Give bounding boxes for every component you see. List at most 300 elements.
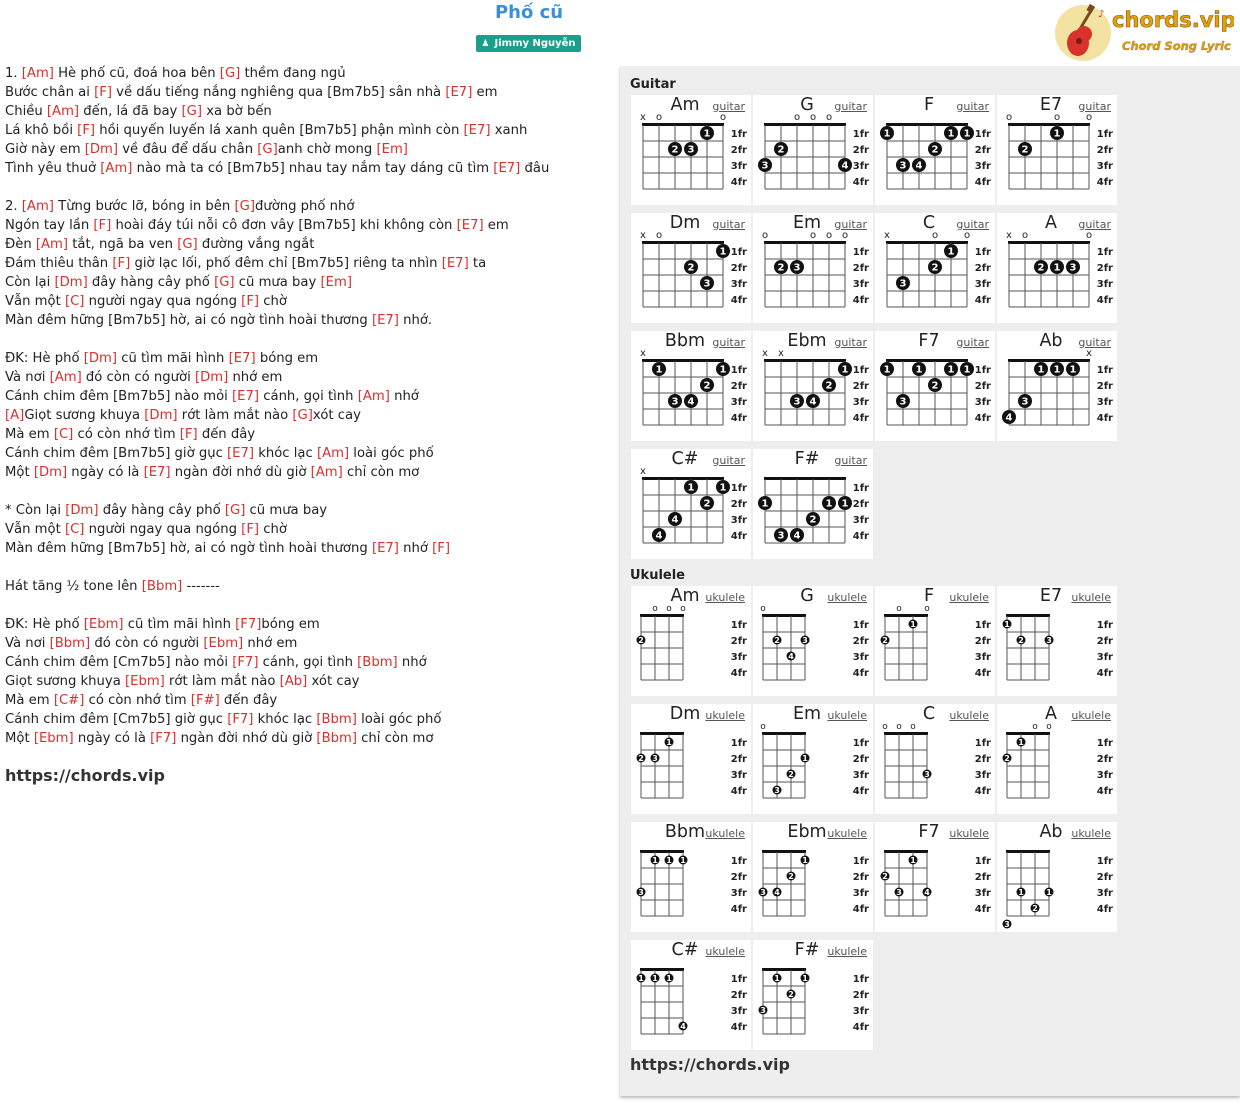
lyric-line xyxy=(5,387,605,406)
fret-label: 3fr xyxy=(1096,161,1113,172)
fret-label: 2fr xyxy=(1096,381,1113,392)
guitar-link[interactable]: guitar xyxy=(834,218,867,231)
chord-name: F# xyxy=(794,449,820,469)
open-string-marker: o xyxy=(760,604,766,614)
chord-link[interactable]: [F] xyxy=(241,522,260,537)
chord-link[interactable]: [Dm] xyxy=(144,408,178,423)
ukulele-chord-card[interactable] xyxy=(753,940,873,1050)
chord-link[interactable]: [Dm] xyxy=(65,503,99,518)
ukulele-link[interactable]: ukulele xyxy=(705,827,745,840)
fret-label: 3fr xyxy=(1096,279,1113,290)
guitar-chord-card[interactable] xyxy=(875,331,995,441)
logo-text: chords.vip xyxy=(1112,8,1234,32)
muted-string-marker: x xyxy=(778,348,784,359)
lyric-text: đây hàng cây phố xyxy=(87,275,215,290)
chord-link[interactable]: [F7] xyxy=(227,712,254,727)
guitar-link[interactable]: guitar xyxy=(712,454,745,467)
guitar-link[interactable]: guitar xyxy=(956,336,989,349)
site-logo[interactable] xyxy=(1054,3,1234,63)
finger-number: 1 xyxy=(1069,364,1077,376)
chord-link[interactable]: [E7] xyxy=(371,313,399,328)
chord-link[interactable]: [E7] xyxy=(456,218,484,233)
finger-number: 2 xyxy=(1021,144,1029,156)
fret-label: 3fr xyxy=(730,515,747,526)
open-string-marker: o xyxy=(825,112,833,123)
fret-label: 2fr xyxy=(730,872,747,883)
author-badge[interactable] xyxy=(476,35,581,52)
lyric-text: hoài đáy túi nỗi cô đơn vây [Bm7b5] khi không còn xyxy=(111,218,457,233)
finger-number: 1 xyxy=(719,482,727,494)
finger-number: 2 xyxy=(687,262,695,274)
nut xyxy=(640,732,684,735)
fret-label: 3fr xyxy=(852,515,869,526)
fret-label: 4fr xyxy=(1096,295,1113,306)
muted-string-marker: x xyxy=(1086,348,1092,359)
fret-label: 2fr xyxy=(852,145,869,156)
chord-link[interactable]: [F7] xyxy=(232,655,259,670)
guitar-chord-card[interactable] xyxy=(997,213,1117,323)
guitar-link[interactable]: guitar xyxy=(1078,100,1111,113)
chord-link[interactable]: [C#] xyxy=(53,693,85,708)
chord-link[interactable]: [G] xyxy=(181,104,203,119)
ukulele-link[interactable]: ukulele xyxy=(949,827,989,840)
lyric-text: đâu xyxy=(520,161,550,176)
fret-label: 2fr xyxy=(730,263,747,274)
lyric-text: Chiều xyxy=(5,104,47,119)
chord-link[interactable]: [Am] xyxy=(357,389,390,404)
chord-link[interactable]: [G] xyxy=(224,503,246,518)
open-string-marker: o xyxy=(1021,230,1029,241)
finger-number: 4 xyxy=(687,396,695,408)
guitar-chord-card[interactable] xyxy=(753,95,873,205)
guitar-chord-card[interactable] xyxy=(631,213,751,323)
chord-link[interactable]: [E7] xyxy=(371,541,399,556)
nut xyxy=(886,123,968,126)
chord-link[interactable]: [Am] xyxy=(316,446,350,461)
lyric-line xyxy=(5,102,605,121)
guitar-chord-card[interactable] xyxy=(875,95,995,205)
lyric-text: Đám thiêu thân xyxy=(5,256,113,271)
guitar-chord-card[interactable] xyxy=(997,95,1117,205)
chord-link[interactable]: [F] xyxy=(112,256,131,271)
open-string-marker: o xyxy=(1085,112,1093,123)
lyric-text: ngàn đời nhớ dù giờ xyxy=(170,465,311,480)
chord-link[interactable]: [Ebm] xyxy=(124,674,165,689)
chord-link[interactable]: [A] xyxy=(5,408,25,423)
fret-label: 1fr xyxy=(852,483,869,494)
site-url-link[interactable]: https://chords.vip xyxy=(5,766,165,785)
open-string-marker: o xyxy=(1046,722,1052,732)
finger-number: 4 xyxy=(671,514,679,526)
chord-link[interactable]: [Am] xyxy=(21,199,54,214)
fret-label: 1fr xyxy=(852,129,869,140)
finger-number: 4 xyxy=(1005,412,1013,424)
finger-number: 4 xyxy=(809,396,817,408)
ukulele-chord-card[interactable] xyxy=(997,822,1117,932)
muted-string-marker: x xyxy=(884,230,890,241)
chord-link[interactable]: [Am] xyxy=(310,465,343,480)
chord-link[interactable]: [Bbm] xyxy=(49,636,91,651)
chord-link[interactable]: [Am] xyxy=(21,66,54,81)
fret-label: 3fr xyxy=(1096,888,1113,899)
open-string-marker: o xyxy=(809,230,817,241)
lyric-text: đó còn có người xyxy=(90,636,204,651)
chord-link[interactable]: [F#] xyxy=(190,693,220,708)
lyric-text: người ngay qua ngóng xyxy=(84,294,242,309)
chord-link[interactable]: [Ebm] xyxy=(203,636,244,651)
chord-link[interactable]: [E7] xyxy=(143,465,171,480)
chord-link[interactable]: [F] xyxy=(241,294,260,309)
finger-number: 1 xyxy=(1053,128,1061,140)
nut xyxy=(642,477,724,480)
fret-label: 3fr xyxy=(1096,652,1113,663)
finger-number: 1 xyxy=(825,498,833,510)
chord-name: Am xyxy=(670,586,700,606)
ukulele-chord-card[interactable] xyxy=(631,704,751,814)
fret-label: 2fr xyxy=(852,636,869,647)
chord-name: F# xyxy=(794,940,820,960)
guitar-link[interactable]: guitar xyxy=(1078,218,1111,231)
finger-number: 1 xyxy=(963,364,971,376)
chord-name: A xyxy=(1045,704,1057,724)
lyric-text: Cánh chim đêm [Cm7b5] giờ gục xyxy=(5,712,228,727)
lyric-text: em xyxy=(472,85,498,100)
lyric-text: Hát tăng ½ tone lên xyxy=(5,579,142,594)
ukulele-link[interactable]: ukulele xyxy=(705,591,745,604)
guitar-link[interactable]: guitar xyxy=(712,100,745,113)
chord-link[interactable]: [Bbm] xyxy=(316,712,357,727)
lyric-text: khóc lạc xyxy=(254,446,317,461)
finger-number: 3 xyxy=(652,754,658,763)
ukulele-chord-card[interactable] xyxy=(631,940,751,1050)
guitar-chord-card[interactable] xyxy=(753,331,873,441)
panel-url-link[interactable]: https://chords.vip xyxy=(630,1055,790,1074)
nut xyxy=(1006,732,1050,735)
chord-link[interactable]: [E7] xyxy=(463,123,491,138)
guitar-chord-card[interactable] xyxy=(631,95,751,205)
lyric-text: Ngón tay lần xyxy=(5,218,94,233)
lyric-line xyxy=(5,140,605,159)
ukulele-link[interactable]: ukulele xyxy=(705,945,745,958)
ukulele-chord-card[interactable] xyxy=(875,704,995,814)
finger-number: 3 xyxy=(761,160,769,172)
chord-link[interactable]: [G] xyxy=(234,199,255,214)
finger-number: 2 xyxy=(703,380,711,392)
lyric-text: Và nơi xyxy=(5,370,50,385)
open-string-marker: o xyxy=(963,230,971,241)
finger-number: 1 xyxy=(1004,620,1010,629)
lyric-line xyxy=(5,197,605,216)
finger-number: 1 xyxy=(666,974,672,983)
chord-link[interactable]: [F] xyxy=(432,541,451,556)
finger-number: 3 xyxy=(703,278,711,290)
fret-label: 1fr xyxy=(730,129,747,140)
ukulele-chord-card[interactable] xyxy=(753,822,873,932)
ukulele-chord-card[interactable] xyxy=(753,586,873,696)
finger-number: 3 xyxy=(1069,262,1077,274)
finger-number: 4 xyxy=(924,888,930,897)
finger-number: 4 xyxy=(655,530,663,542)
chord-link[interactable]: [Em] xyxy=(320,275,352,290)
fret-label: 2fr xyxy=(974,872,991,883)
guitar-chord-card[interactable] xyxy=(753,213,873,323)
finger-number: 4 xyxy=(841,160,849,172)
guitar-chord-card[interactable] xyxy=(997,331,1117,441)
chord-link[interactable]: [Dm] xyxy=(84,142,119,157)
finger-number: 3 xyxy=(896,888,902,897)
lyric-text: nhớ xyxy=(389,389,419,404)
fret-label: 1fr xyxy=(974,856,991,867)
ukulele-section-heading: Ukulele xyxy=(630,568,686,583)
lyric-text: bóng em xyxy=(255,351,319,366)
ukulele-chord-card[interactable] xyxy=(997,586,1117,696)
finger-number: 3 xyxy=(793,262,801,274)
guitar-link[interactable]: guitar xyxy=(834,336,867,349)
chord-link[interactable]: [Dm] xyxy=(54,275,88,290)
finger-number: 2 xyxy=(638,636,644,645)
chord-link[interactable]: [Ab] xyxy=(279,674,308,689)
chord-link[interactable]: [Am] xyxy=(46,104,80,119)
lyric-text: đường vắng ngắt xyxy=(197,237,315,252)
chord-name: Ab xyxy=(1039,822,1063,842)
chord-link[interactable]: [F] xyxy=(93,218,112,233)
nut xyxy=(762,850,806,853)
fret-label: 4fr xyxy=(730,668,747,679)
fret-label: 1fr xyxy=(1096,738,1113,749)
lyric-line xyxy=(5,672,605,691)
ukulele-chord-card[interactable] xyxy=(631,586,751,696)
lyric-text: Giờ này em xyxy=(5,142,85,157)
chord-link[interactable]: [Dm] xyxy=(33,465,68,480)
guitar-chord-card[interactable] xyxy=(875,213,995,323)
lyric-text: chờ xyxy=(259,294,287,309)
fret-label: 1fr xyxy=(852,974,869,985)
fret-label: 1fr xyxy=(730,483,747,494)
guitar-link[interactable]: guitar xyxy=(1078,336,1111,349)
nut xyxy=(640,968,684,971)
chord-link[interactable]: [Bbm] xyxy=(357,655,398,670)
finger-number: 1 xyxy=(719,364,727,376)
ukulele-link[interactable]: ukulele xyxy=(827,945,867,958)
ukulele-link[interactable]: ukulele xyxy=(827,709,867,722)
chord-link[interactable]: [C] xyxy=(53,427,74,442)
open-string-marker: o xyxy=(1053,112,1061,123)
guitar-link[interactable]: guitar xyxy=(956,218,989,231)
ukulele-link[interactable]: ukulele xyxy=(827,591,867,604)
chord-link[interactable]: [G] xyxy=(177,237,198,252)
finger-number: 2 xyxy=(931,144,939,156)
fret-label: 4fr xyxy=(730,904,747,915)
fret-label: 4fr xyxy=(730,531,747,542)
lyric-text: Còn lại xyxy=(5,275,55,290)
nut xyxy=(1006,850,1050,853)
chord-link[interactable]: [C] xyxy=(64,522,85,537)
finger-number: 2 xyxy=(1032,904,1038,913)
ukulele-link[interactable]: ukulele xyxy=(949,591,989,604)
fret-label: 3fr xyxy=(852,1006,869,1017)
chord-link[interactable]: [F7] xyxy=(235,617,262,632)
chord-link[interactable]: [E7] xyxy=(493,161,521,176)
lyric-line xyxy=(5,710,605,729)
chord-link[interactable]: [C] xyxy=(64,294,85,309)
chord-link[interactable]: [F] xyxy=(94,85,112,100)
fret-label: 1fr xyxy=(1096,129,1113,140)
fret-label: 3fr xyxy=(1096,770,1113,781)
lyric-text: nhớ em xyxy=(243,636,298,651)
chord-link[interactable]: [G] xyxy=(257,142,278,157)
svg-text:♪: ♪ xyxy=(1098,9,1105,20)
nut xyxy=(886,359,968,362)
ukulele-chord-card[interactable] xyxy=(875,822,995,932)
guitar-link[interactable]: guitar xyxy=(956,100,989,113)
fret-label: 4fr xyxy=(852,413,869,424)
chord-link[interactable]: [G] xyxy=(219,66,241,81)
guitar-link[interactable]: guitar xyxy=(712,336,745,349)
finger-number: 1 xyxy=(883,364,891,376)
logo-subtitle: Chord Song Lyric xyxy=(1122,39,1231,53)
lyric-text: loài góc phố xyxy=(349,446,434,461)
chord-link[interactable]: [Bbm] xyxy=(316,731,357,746)
finger-number: 2 xyxy=(882,636,888,645)
lyric-text: xót cay xyxy=(307,674,360,689)
chord-link[interactable]: [Em] xyxy=(376,142,408,157)
chord-link[interactable]: [Ebm] xyxy=(33,731,74,746)
chord-link[interactable]: [E7] xyxy=(227,446,255,461)
guitar-link[interactable]: guitar xyxy=(712,218,745,231)
lyric-line xyxy=(5,482,605,501)
fret-label: 1fr xyxy=(974,738,991,749)
fret-label: 2fr xyxy=(974,145,991,156)
chord-link[interactable]: [Am] xyxy=(49,370,82,385)
fret-label: 4fr xyxy=(974,413,991,424)
fret-label: 1fr xyxy=(730,247,747,258)
ukulele-chord-card[interactable] xyxy=(631,822,751,932)
ukulele-chord-card[interactable] xyxy=(753,704,873,814)
ukulele-link[interactable]: ukulele xyxy=(705,709,745,722)
nut xyxy=(642,359,724,362)
chord-name: C# xyxy=(671,940,699,960)
lyric-line xyxy=(5,577,605,596)
finger-number: 3 xyxy=(899,160,907,172)
ukulele-link[interactable]: ukulele xyxy=(949,709,989,722)
finger-number: 2 xyxy=(1037,262,1045,274)
chord-link[interactable]: [G] xyxy=(214,275,235,290)
guitar-chord-card[interactable] xyxy=(631,449,751,559)
fret-label: 3fr xyxy=(1096,397,1113,408)
fret-label: 3fr xyxy=(852,888,869,899)
finger-number: 1 xyxy=(655,364,663,376)
lyric-text: đến, lá đã bay xyxy=(79,104,182,119)
fret-label: 4fr xyxy=(974,295,991,306)
chord-link[interactable]: [E7] xyxy=(228,351,256,366)
chord-name: E7 xyxy=(1039,586,1063,606)
guitar-chord-card[interactable] xyxy=(631,331,751,441)
author-name: Jimmy Nguyễn xyxy=(494,38,576,49)
finger-number: 2 xyxy=(1018,636,1024,645)
fret-label: 3fr xyxy=(730,888,747,899)
lyric-text: Đèn xyxy=(5,237,36,252)
lyric-text: thềm đang ngủ xyxy=(240,66,346,81)
fret-label: 3fr xyxy=(730,161,747,172)
fret-label: 4fr xyxy=(730,177,747,188)
chord-link[interactable]: [F] xyxy=(77,123,96,138)
open-string-marker: o xyxy=(809,112,817,123)
ukulele-link[interactable]: ukulele xyxy=(1071,591,1111,604)
lyric-text: Từng bước lỡ, bóng in bên xyxy=(53,199,235,214)
lyric-text: về đâu để dấu chân xyxy=(118,142,258,157)
chord-name: F xyxy=(923,95,935,115)
fret-label: 4fr xyxy=(974,786,991,797)
muted-string-marker: x xyxy=(1006,230,1012,241)
guitar-chord-card[interactable] xyxy=(753,449,873,559)
fret-label: 4fr xyxy=(974,904,991,915)
ukulele-link[interactable]: ukulele xyxy=(1071,709,1111,722)
finger-number: 1 xyxy=(666,738,672,747)
lyric-text: đường phố nhớ xyxy=(254,199,355,214)
chord-link[interactable]: [Dm] xyxy=(83,351,118,366)
fret-label: 4fr xyxy=(852,177,869,188)
lyric-line xyxy=(5,596,605,615)
open-string-marker: o xyxy=(1032,722,1038,732)
chord-link[interactable]: [E7] xyxy=(441,256,469,271)
chord-link[interactable]: [E7] xyxy=(445,85,473,100)
fret-label: 2fr xyxy=(852,754,869,765)
nut xyxy=(764,123,846,126)
ukulele-link[interactable]: ukulele xyxy=(1071,827,1111,840)
lyric-line xyxy=(5,178,605,197)
chord-link[interactable]: [Dm] xyxy=(194,370,229,385)
finger-number: 1 xyxy=(1046,888,1052,897)
fret-label: 1fr xyxy=(974,247,991,258)
chord-link[interactable]: [Am] xyxy=(35,237,69,252)
finger-number: 3 xyxy=(802,636,808,645)
chord-link[interactable]: [Ebm] xyxy=(83,617,124,632)
lyric-text: Tình yêu thuở xyxy=(5,161,101,176)
finger-number: 3 xyxy=(1046,636,1052,645)
lyric-text: người ngay qua ngóng xyxy=(84,522,242,537)
lyric-text: rớt làm mắt nào xyxy=(164,674,280,689)
lyric-text: Cánh chim đêm [Cm7b5] nào mỏi xyxy=(5,655,233,670)
chord-link[interactable]: [E7] xyxy=(232,389,260,404)
chord-link[interactable]: [Am] xyxy=(100,161,133,176)
ukulele-chord-card[interactable] xyxy=(875,586,995,696)
ukulele-chord-card[interactable] xyxy=(997,704,1117,814)
lyric-text: ngày có là xyxy=(67,465,144,480)
open-string-marker: o xyxy=(652,604,658,614)
nut xyxy=(1008,123,1090,126)
lyric-text: giờ lạc lối, phố đêm chỉ [Bm7b5] riêng ta nhìn xyxy=(130,256,442,271)
lyric-text: Màn đêm hững [Bm7b5] hờ, ai có ngờ tình hoài thương xyxy=(5,541,372,556)
chord-link[interactable]: [G] xyxy=(292,408,313,423)
fret-label: 3fr xyxy=(852,161,869,172)
lyric-text: đó còn có người xyxy=(81,370,195,385)
fret-label: 3fr xyxy=(852,652,869,663)
finger-number: 3 xyxy=(924,770,930,779)
nut xyxy=(884,732,928,735)
open-string-marker: o xyxy=(896,604,902,614)
chord-link[interactable]: [F] xyxy=(179,427,198,442)
fret-label: 1fr xyxy=(852,856,869,867)
ukulele-link[interactable]: ukulele xyxy=(827,827,867,840)
chord-link[interactable]: [F7] xyxy=(150,731,177,746)
finger-number: 2 xyxy=(788,872,794,881)
fret-label: 3fr xyxy=(730,770,747,781)
chord-name: G xyxy=(800,586,814,606)
guitar-link[interactable]: guitar xyxy=(834,100,867,113)
finger-number: 2 xyxy=(777,144,785,156)
chord-link[interactable]: [Bbm] xyxy=(141,579,183,594)
guitar-link[interactable]: guitar xyxy=(834,454,867,467)
